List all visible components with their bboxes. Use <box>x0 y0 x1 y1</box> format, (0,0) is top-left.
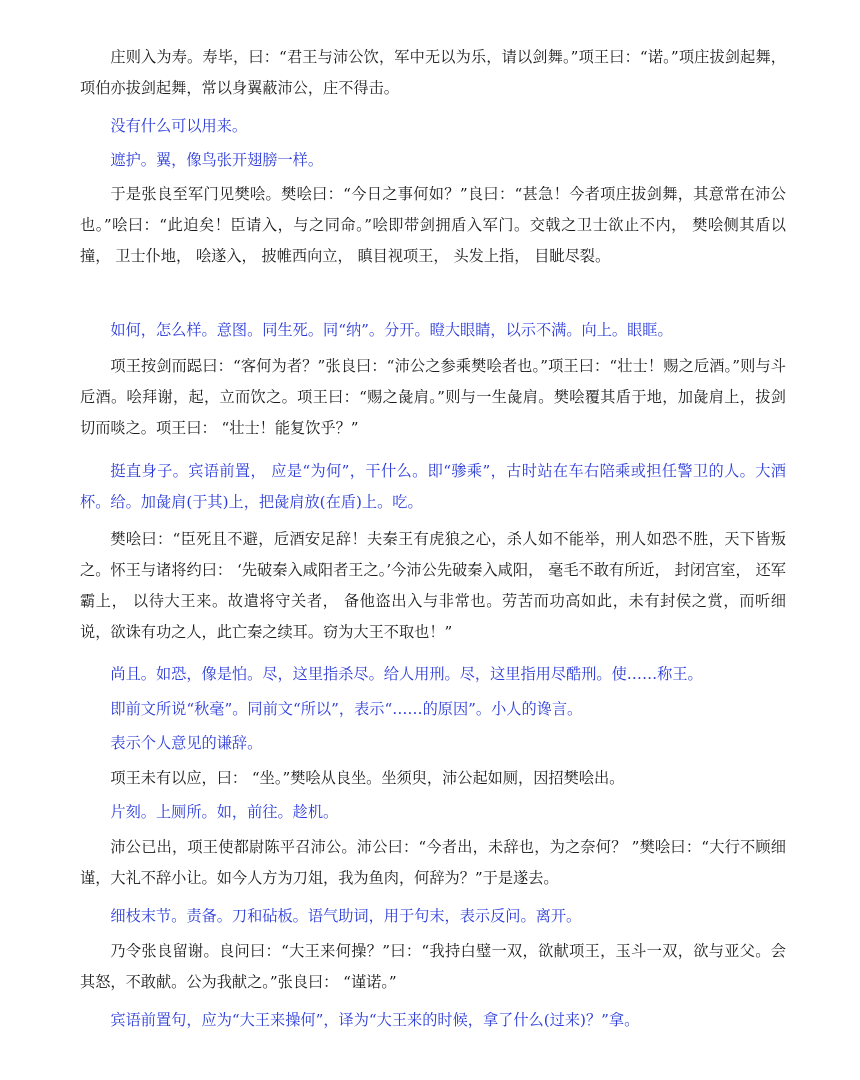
annotation-note: 尚且。如恐，像是怕。尽，这里指杀尽。给人用刑。尽，这里指用尽酷刑。使……称王。 <box>110 665 703 683</box>
text-paragraph: 项王按剑而跽曰：“客何为者？”张良曰：“沛公之参乘樊哙者也。”项王曰：“壮士！赐之卮酒。”则与斗卮酒。哙拜谢，起，立而饮之。项王曰：“赐之彘肩。”则与一生彘肩。樊哙覆其盾于地，加彘肩上，拔剑切而啖之。项王曰： “壮士！能复饮乎？” <box>80 357 786 437</box>
annotation-note: 宾语前置句，应为“大王来操何”，译为“大王来的时候，拿了什么(过来)？”拿。 <box>110 1011 640 1029</box>
text-paragraph: 乃令张良留谢。良问曰：“大王来何操？”曰：“我持白璧一双，欲献项王，玉斗一双，欲与亚父。会其怒，不敢献。公为我献之。”张良曰： “谨诺。” <box>80 942 786 991</box>
annotation-note: 即前文所说“秋毫”。同前文“所以”，表示“……的原因”。小人的谗言。 <box>110 700 583 718</box>
text-paragraph: 沛公已出，项王使都尉陈平召沛公。沛公曰：“今者出，未辞也，为之奈何？ ”樊哙曰：“大行不顾细谨，大礼不辞小让。如今人方为刀俎，我为鱼肉，何辞为？”于是遂去。 <box>80 838 786 887</box>
text-paragraph: 樊哙曰：“臣死且不避，卮酒安足辞！夫秦王有虎狼之心，杀人如不能举，刑人如恐不胜，天下皆叛之。怀王与诸将约曰： ‘先破秦入咸阳者王之。’今沛公先破秦入咸阳， 毫毛不敢有所近， 封闭宫室， 还军霸上， 以待大王来。故遣将守关者， 备他盗出入与非常也。劳苦而功高如此，未有封侯之赏，而听细说，欲诛有功之人，此亡秦之续耳。窃为大王不取也！” <box>80 530 786 641</box>
annotation-note: 遮护。翼，像鸟张开翅膀一样。 <box>110 151 324 169</box>
text-paragraph: 于是张良至军门见樊哙。樊哙曰：“今日之事何如？”良曰：“甚急！今者项庄拔剑舞，其意常在沛公也。”哙曰：“此迫矣！臣请入，与之同命。”哙即带剑拥盾入军门。交戟之卫士欲止不内， 樊哙侧其盾以撞， 卫士仆地， 哙遂入， 披帷西向立， 瞋目视项王， 头发上指， 目眦尽裂。 <box>80 185 786 265</box>
annotation-note: 片刻。上厕所。如，前往。趁机。 <box>110 803 339 821</box>
annotation-note: 如何，怎么样。意图。同生死。同“纳”。分开。瞪大眼睛，以示不满。向上。眼眶。 <box>110 321 673 339</box>
annotation-note: 表示个人意见的谦辞。 <box>110 734 263 752</box>
text-paragraph: 庄则入为寿。寿毕，曰：“君王与沛公饮，军中无以为乐，请以剑舞。”项王曰：“诺。”项庄拔剑起舞，项伯亦拔剑起舞，常以身翼蔽沛公，庄不得击。 <box>80 48 786 97</box>
annotation-note: 细枝末节。责备。刀和砧板。语气助词，用于句末，表示反问。离开。 <box>110 907 582 925</box>
annotation-note: 挺直身子。宾语前置， 应是“为何”，干什么。即“骖乘”，古时站在车右陪乘或担任警卫的人。大酒杯。给。加彘肩(于其)上，把彘肩放(在盾)上。吃。 <box>80 462 786 511</box>
text-paragraph: 项王未有以应，曰： “坐。”樊哙从良坐。坐须臾，沛公起如厕，因招樊哙出。 <box>110 769 625 787</box>
annotation-note: 没有什么可以用来。 <box>110 117 248 135</box>
